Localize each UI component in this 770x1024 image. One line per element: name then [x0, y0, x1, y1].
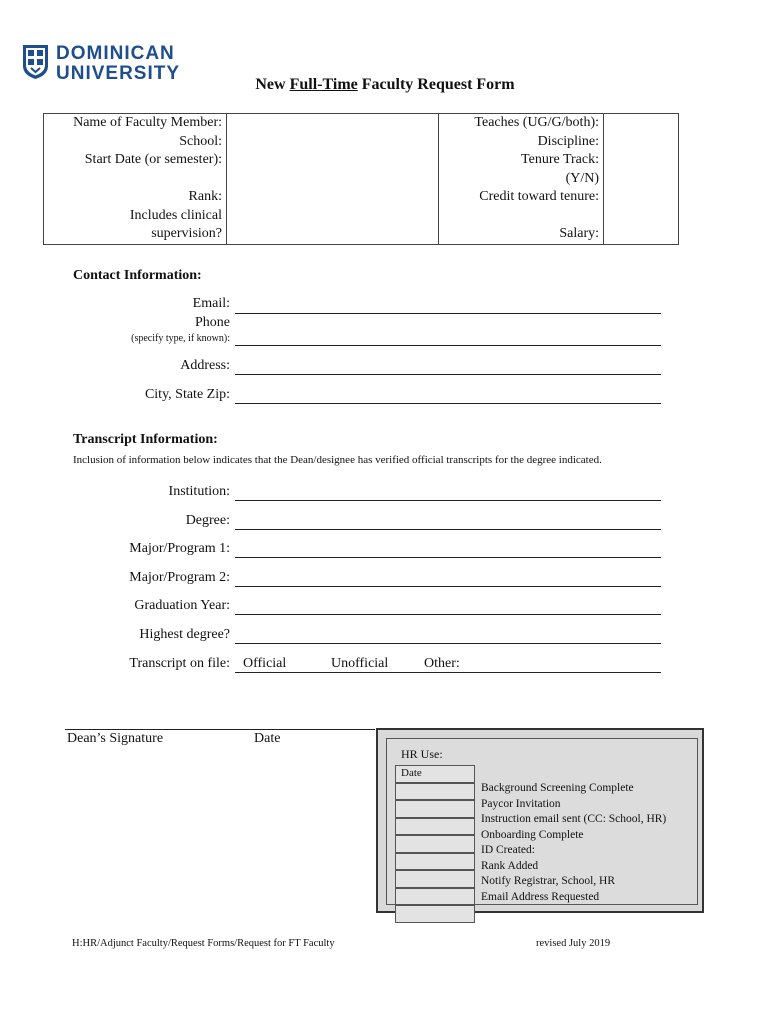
label-tenure-track: Tenure Track:	[521, 152, 599, 167]
dean-signature-label: Dean’s Signature	[67, 731, 164, 746]
hr-item: Notify Registrar, School, HR	[481, 875, 616, 887]
label-spacer-2	[439, 207, 599, 226]
title-underlined: Full-Time	[289, 76, 358, 93]
page-title	[0, 76, 770, 94]
hr-item: Paycor Invitation	[481, 797, 561, 810]
hr-use-inner	[386, 738, 698, 905]
label-supervision: supervision?	[151, 226, 222, 241]
hr-date-cell[interactable]	[395, 853, 475, 871]
hr-use-box	[376, 728, 704, 913]
signature-date-label: Date	[254, 731, 281, 746]
hr-item: Rank Added	[481, 859, 539, 872]
hr-item: Onboarding Complete	[481, 828, 584, 841]
city-label: City, State Zip:	[144, 387, 230, 402]
label-discipline: Discipline:	[537, 133, 599, 149]
grad-year-field[interactable]	[235, 614, 661, 615]
title-prefix: New	[255, 76, 290, 93]
hr-date-header: Date	[395, 765, 475, 783]
institution-label: Institution:	[168, 484, 230, 499]
contact-heading: Contact Information:	[73, 268, 202, 283]
title-suffix: Faculty Request Form	[357, 76, 515, 93]
label-teaches: Teaches (UG/G/both):	[474, 115, 599, 130]
option-official[interactable]: Official	[243, 656, 287, 671]
on-file-line	[235, 672, 661, 673]
hr-use-title: HR Use:	[401, 747, 443, 761]
major1-label: Major/Program 1:	[129, 541, 230, 556]
hr-date-cell[interactable]	[395, 870, 475, 888]
institution-field[interactable]	[235, 500, 661, 501]
label-start-date: Start Date (or semester):	[84, 152, 222, 167]
major1-field[interactable]	[235, 557, 661, 558]
hr-date-cell[interactable]	[395, 835, 475, 853]
signature-line	[65, 729, 375, 730]
footer-path: H:HR/Adjunct Faculty/Request Forms/Request for FT Faculty	[72, 938, 335, 949]
right-input-cell[interactable]	[604, 114, 679, 245]
hr-checklist	[481, 781, 666, 905]
label-salary: Salary:	[559, 226, 599, 241]
phone-field[interactable]	[235, 345, 661, 346]
hr-date-cell[interactable]	[395, 783, 475, 801]
phone-note: (specify type, if known):	[131, 333, 230, 344]
logo-line-2: UNIVERSITY	[56, 63, 181, 84]
on-file-label: Transcript on file:	[129, 656, 230, 671]
highest-degree-label: Highest degree?	[139, 627, 230, 642]
hr-item: ID Created:	[481, 844, 535, 856]
degree-field[interactable]	[235, 529, 661, 530]
faculty-info-table	[43, 113, 679, 245]
phone-label: Phone	[195, 315, 230, 330]
hr-item: Email Address Requested	[481, 890, 600, 903]
hr-date-cell[interactable]	[395, 800, 475, 818]
option-unofficial[interactable]: Unofficial	[331, 656, 389, 671]
label-clinical: Includes clinical	[129, 207, 222, 223]
highest-degree-field[interactable]	[235, 643, 661, 644]
address-label: Address:	[180, 358, 230, 373]
right-label-column	[439, 114, 604, 245]
label-faculty-name: Name of Faculty Member:	[73, 115, 222, 130]
transcript-heading: Transcript Information:	[73, 432, 218, 447]
label-school: School:	[179, 133, 222, 149]
email-field[interactable]	[235, 313, 661, 314]
label-rank: Rank:	[188, 189, 222, 204]
option-other[interactable]: Other:	[424, 656, 460, 671]
shield-icon	[22, 44, 49, 80]
major2-label: Major/Program 2:	[129, 570, 230, 585]
hr-date-cell[interactable]	[395, 818, 475, 836]
label-credit-tenure: Credit toward tenure:	[479, 189, 599, 204]
logo-line-1: DOMINICAN	[56, 43, 175, 64]
major2-field[interactable]	[235, 586, 661, 587]
city-field[interactable]	[235, 403, 661, 404]
email-label: Email:	[192, 296, 230, 311]
label-spacer	[44, 170, 222, 189]
hr-item: Instruction email sent (CC: School, HR)	[481, 813, 667, 825]
hr-date-column	[395, 765, 475, 923]
footer-revised: revised July 2019	[536, 938, 611, 949]
left-input-cell[interactable]	[227, 114, 439, 245]
hr-date-cell[interactable]	[395, 905, 475, 923]
hr-date-cell[interactable]	[395, 888, 475, 906]
left-label-column	[44, 114, 227, 245]
hr-item: Background Screening Complete	[481, 782, 634, 794]
degree-label: Degree:	[185, 513, 230, 528]
label-yn: (Y/N)	[565, 170, 599, 186]
transcript-note: Inclusion of information below indicates that the Dean/designee has verified official transcripts for the degree indicated.	[73, 454, 602, 466]
address-field[interactable]	[235, 374, 661, 375]
grad-year-label: Graduation Year:	[134, 598, 230, 613]
